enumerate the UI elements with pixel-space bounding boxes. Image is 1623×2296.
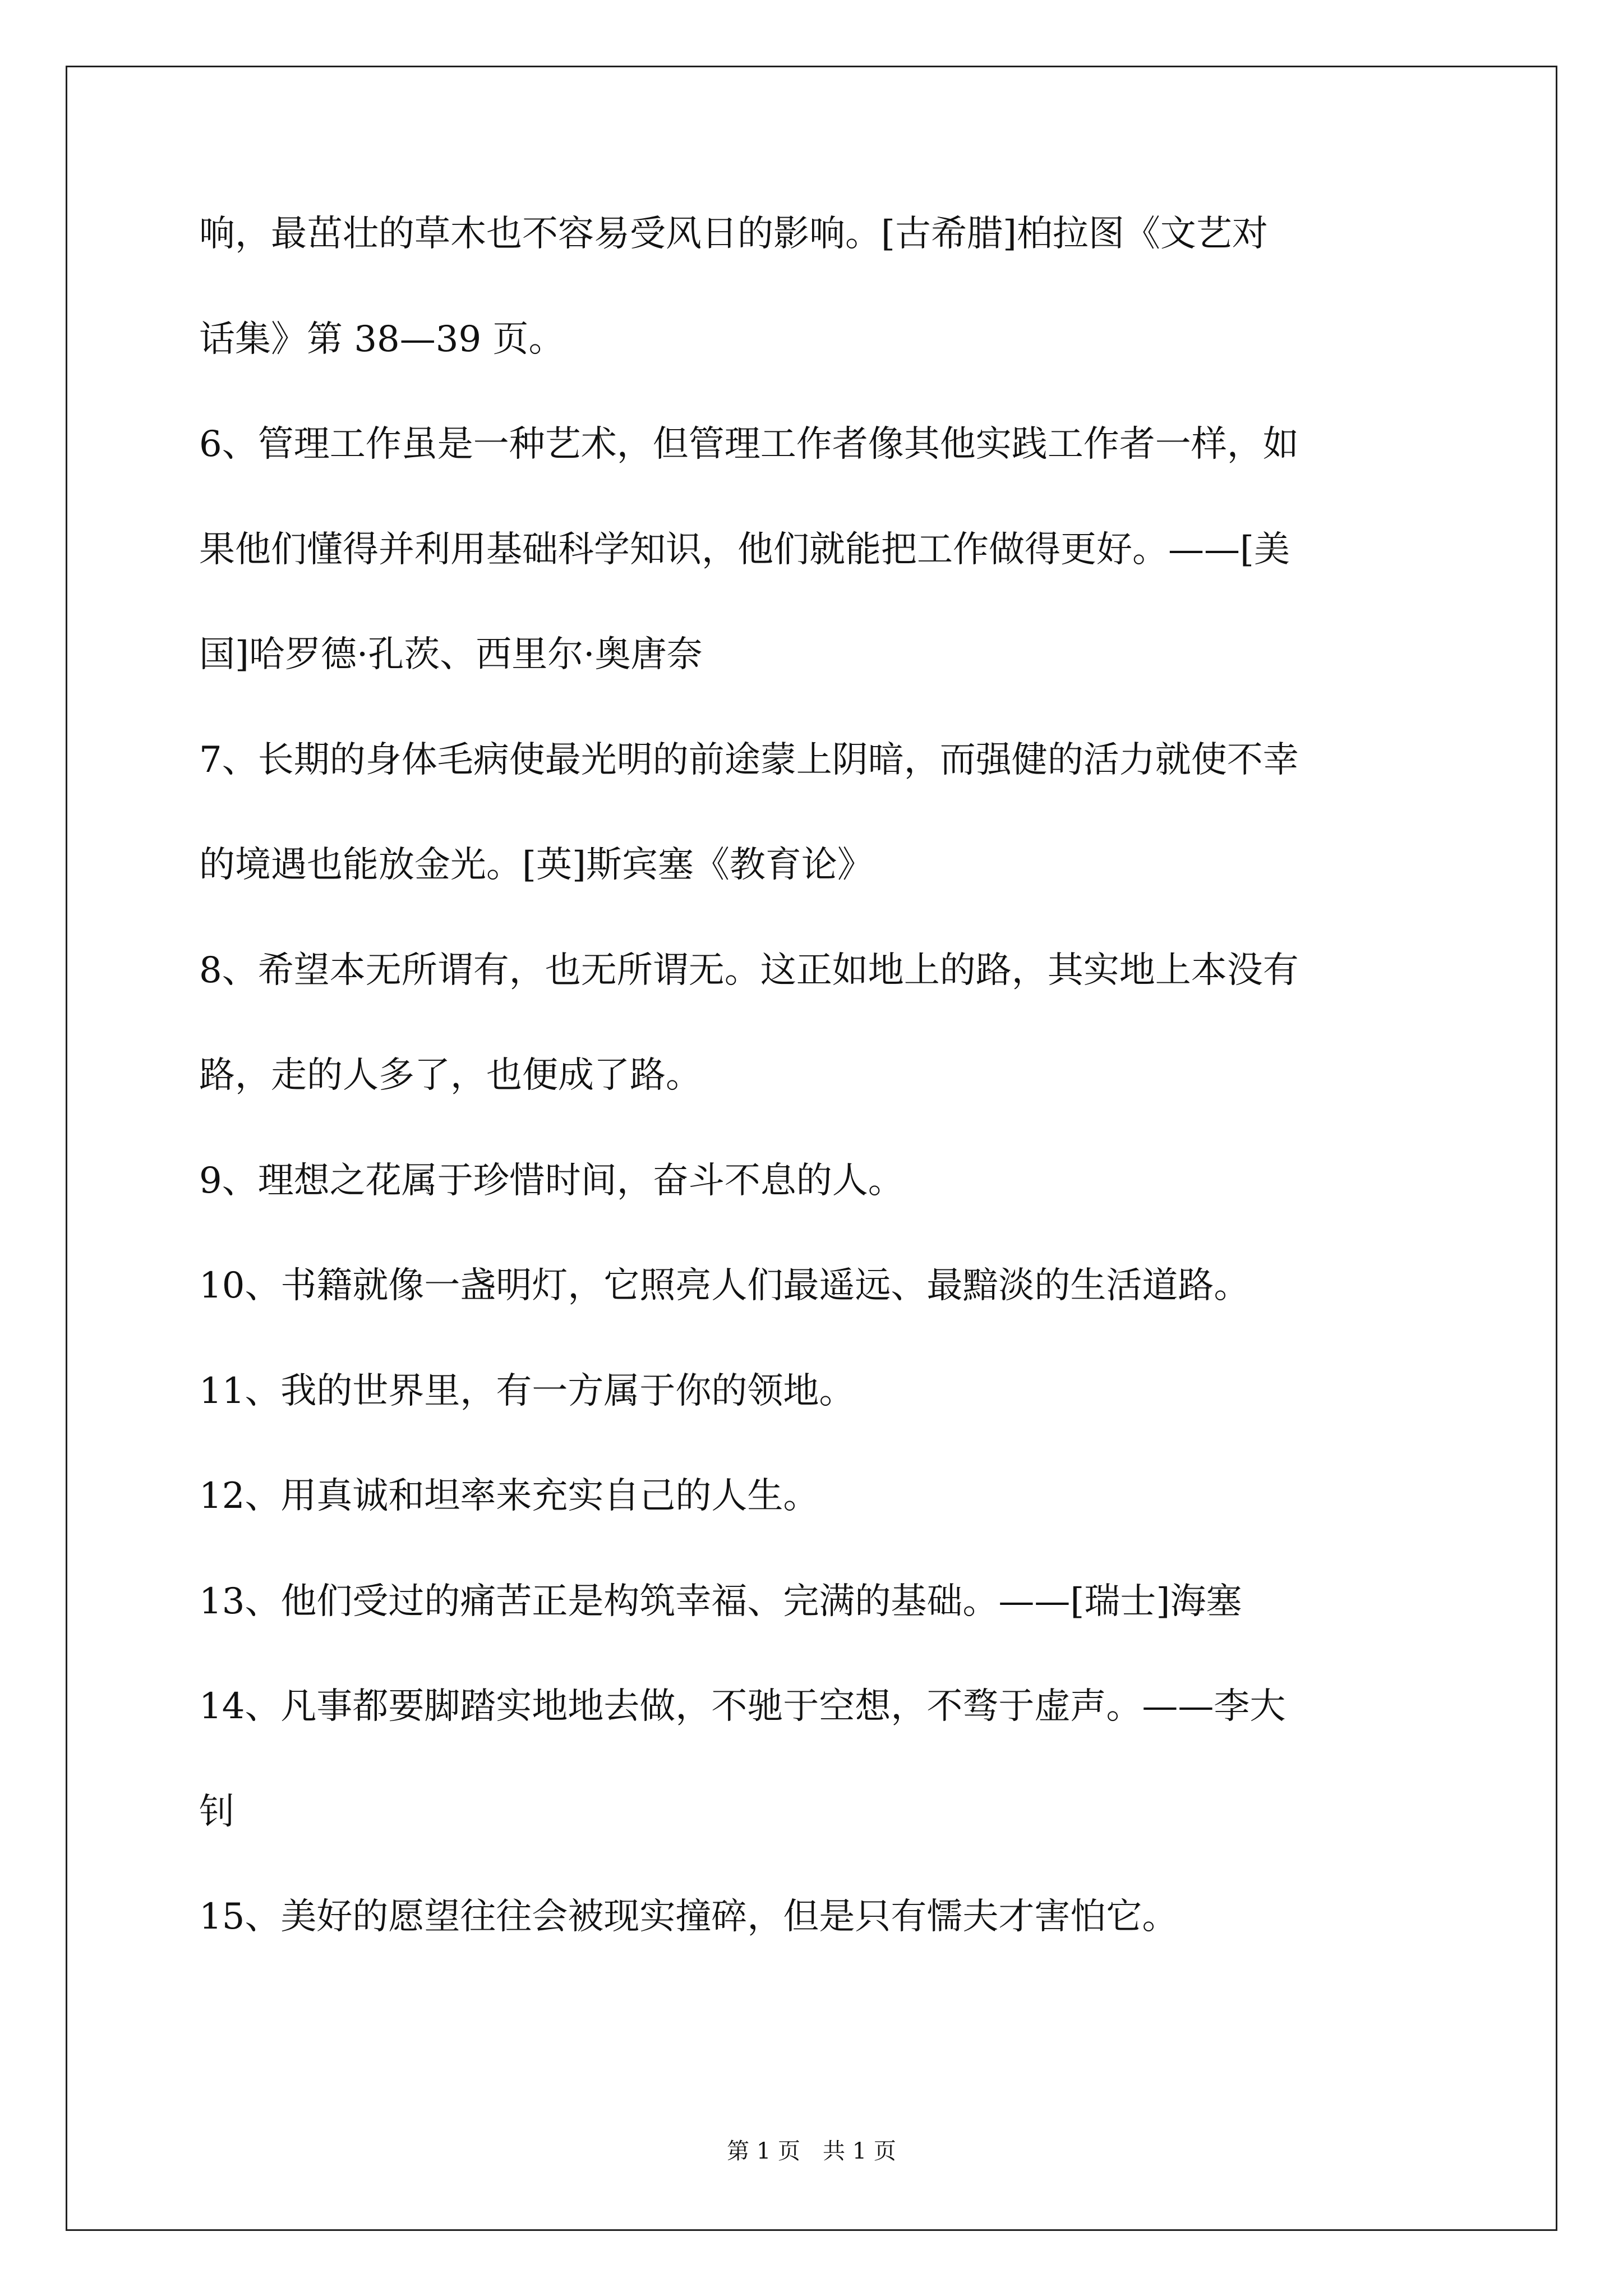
text-line: 9、理想之花属于珍惜时间，奋斗不息的人。 xyxy=(199,1160,904,1202)
text-line: 13、他们受过的痛苦正是构筑幸福、完满的基础。——[瑞士]海塞 xyxy=(199,1581,1242,1622)
text-line: 14、凡事都要脚踏实地地去做，不驰于空想，不骛于虚声。——李大 xyxy=(199,1686,1286,1727)
text-line: 6、管理工作虽是一种艺术，但管理工作者像其他实践工作者一样，如 xyxy=(199,424,1299,465)
text-line: 钊 xyxy=(199,1791,235,1833)
text-line: 的境遇也能放金光。[英]斯宾塞《教育论》 xyxy=(199,844,873,886)
text-line: 7、长期的身体毛病使最光明的前途蒙上阴暗，而强健的活力就使不幸 xyxy=(199,739,1299,781)
page-footer: 第 1 页 共 1 页 xyxy=(727,2138,896,2164)
text-line: 话集》第 38—39 页。 xyxy=(199,319,565,360)
text-line: 果他们懂得并利用基础科学知识，他们就能把工作做得更好。——[美 xyxy=(199,529,1290,570)
text-line: 12、用真诚和坦率来充实自己的人生。 xyxy=(199,1475,819,1517)
text-line: 国]哈罗德·孔茨、西里尔·奥唐奈 xyxy=(199,634,703,675)
text-line: 11、我的世界里，有一方属于你的领地。 xyxy=(199,1370,855,1412)
text-line: 10、书籍就像一盏明灯，它照亮人们最遥远、最黯淡的生活道路。 xyxy=(199,1265,1250,1306)
text-line: 路，走的人多了，也便成了路。 xyxy=(199,1055,702,1096)
text-line: 15、美好的愿望往往会被现实撞碎，但是只有懦夫才害怕它。 xyxy=(199,1896,1178,1938)
text-line: 响，最茁壮的草木也不容易受风日的影响。[古希腊]柏拉图《文艺对 xyxy=(199,213,1268,255)
text-line: 8、希望本无所谓有，也无所谓无。这正如地上的路，其实地上本没有 xyxy=(199,950,1299,991)
